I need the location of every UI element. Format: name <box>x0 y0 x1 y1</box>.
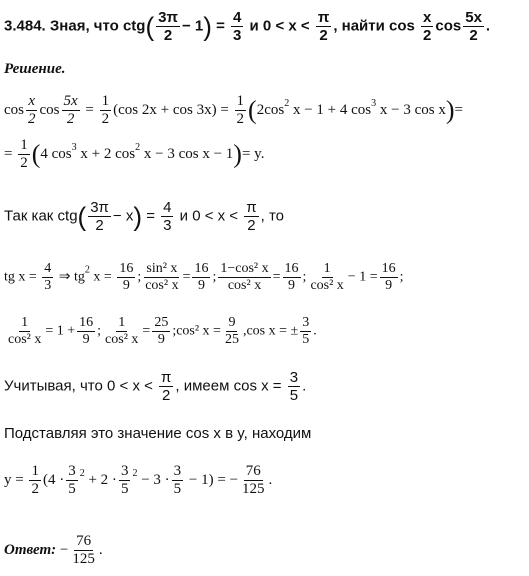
fraction: $\frac{1}{2}$ <box>31 463 39 497</box>
fraction: $\frac{3}{5}$ <box>289 369 299 404</box>
fraction: $\frac{16}{9}$ <box>284 261 299 293</box>
fraction: $\frac{\text{1−cos² x}}{\text{cos² x}}$ <box>220 261 269 293</box>
fraction: $\frac{1}{2}$ <box>101 93 110 127</box>
fraction: $\frac{5x}{2}$ <box>63 93 78 127</box>
fraction: $\frac{\pi}{2}$ <box>161 369 172 404</box>
fraction: $\frac{3}{5}$ <box>173 463 182 497</box>
problem-statement: 3.484. Зная, что ctg( $\frac{3\pi}{2}$ − 1) = $\frac{4}{3}$ и 0 < x < $\frac{\pi}{2}$ , найти cos $\frac{x}{2}$ cos $\frac{5x}{2}$ . <box>4 9 491 44</box>
fraction: $\frac{1}{\text{cos² x}}$ <box>105 315 139 347</box>
equation-line-2: = $\frac{1}{2}$ (4 $\cos^3 x + 2$ $\cos^2 x - 3$ cos x − 1)= y. <box>4 137 265 171</box>
fraction: $\frac{1}{2}$ <box>20 137 28 171</box>
equation-line-8: y = $\frac{1}{2}$ (4 · $\frac{3}{5}$ $^2$ + 2 · $\frac{3}{5}$ $^2$ − 3 · $\frac{3}{5}$ − 1) = − $\frac{76}{125}$ . <box>4 463 273 497</box>
fraction: $\frac{5x}{2}$ <box>465 9 482 44</box>
fraction: $\frac{4}{3}$ <box>233 9 242 44</box>
fraction: $\frac{3}{5}$ <box>302 315 310 347</box>
fraction: $\frac{9}{25}$ <box>224 315 239 347</box>
answer-line: Ответ: − $\frac{76}{125}$ . <box>4 533 103 567</box>
equation-line-7: Подставляя это значение cos x в y, находим <box>4 425 312 442</box>
fraction: $\frac{3\pi}{2}$ <box>90 199 109 234</box>
fraction: $\frac{3\pi}{2}$ <box>158 9 178 44</box>
problem-number: 3.484. <box>4 17 46 35</box>
fraction: $\frac{4}{3}$ <box>163 199 172 234</box>
fraction: $\frac{16}{9}$ <box>194 261 209 293</box>
fraction: $\frac{\pi}{2}$ <box>317 9 330 44</box>
equation-line-1: cos $\frac{x}{2}$ cos $\frac{5x}{2}$ = $\frac{1}{2}$ (cos 2x + cos 3x) = $\frac{1}{2}$ ($2\cos^2$ x − 1 + 4 $\cos^3 x - 3$ cos x)= <box>4 93 463 127</box>
fraction: $\frac{16}{9}$ <box>79 315 94 347</box>
fraction: $\frac{4}{3}$ <box>44 261 52 293</box>
fraction: $\frac{1}{\text{cos² x}}$ <box>310 261 344 293</box>
equation-line-6: Учитывая, что 0 < x < $\frac{\pi}{2}$ , имеем cos x = $\frac{3}{5}$ . <box>4 369 307 404</box>
solution-label: Решение. <box>4 61 66 77</box>
answer-label: Ответ: <box>4 541 57 558</box>
equation-line-3: Так как ctg( $\frac{3\pi}{2}$ − x) = $\frac{4}{3}$ и 0 < x < $\frac{\pi}{2}$ , то <box>4 199 284 234</box>
fraction: $\frac{3}{5}$ <box>120 463 129 497</box>
fraction: $\frac{\pi}{2}$ <box>246 199 257 234</box>
fraction: $\frac{25}{9}$ <box>154 315 169 347</box>
fraction: $\frac{x}{2}$ <box>28 93 36 127</box>
fraction: $\frac{x}{2}$ <box>423 9 432 44</box>
fraction: $\frac{1}{2}$ <box>236 93 245 127</box>
fraction: $\frac{1}{\text{cos² x}}$ <box>8 315 42 347</box>
equation-line-4: tg x = $\frac{4}{3}$ ⇒ $tg^2$ x = $\frac{16}{9}$ ; $\frac{\text{sin² x}}{\text{cos² x}}$ = $\frac{16}{9}$ ; $\frac{\text{1−cos² x}}{\text{cos² x}}$ = $\frac{16}{9}$ ; $\frac{1}{\text{cos² x}}$ − 1 = $\frac{16}{9}$ ; <box>4 261 404 293</box>
fraction: $\frac{16}{9}$ <box>381 261 396 293</box>
equation-line-5: $\frac{1}{\text{cos² x}}$ = 1 + $\frac{16}{9}$ ; $\frac{1}{\text{cos² x}}$ = $\frac{25}{9}$ ;cos² x = $\frac{9}{25}$ ,cos x = ± $\frac{3}{5}$ . <box>8 315 317 347</box>
answer-fraction: $\frac{76}{125}$ <box>72 533 95 567</box>
fraction: $\frac{16}{9}$ <box>119 261 134 293</box>
fraction: $\frac{\text{sin² x}}{\text{cos² x}}$ <box>145 261 179 293</box>
fraction: $\frac{76}{125}$ <box>242 463 265 497</box>
fraction: $\frac{3}{5}$ <box>68 463 76 497</box>
